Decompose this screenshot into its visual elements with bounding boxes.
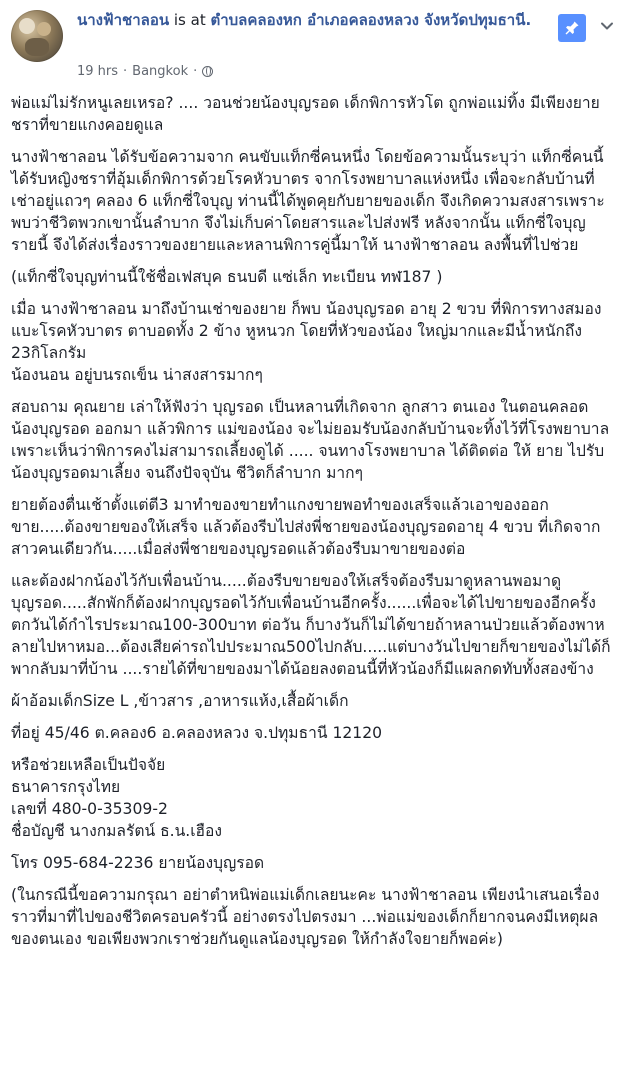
phone-number: โทร 095-684-2236 ยายน้องบุญรอด (11, 854, 265, 872)
chevron-down-icon[interactable] (600, 19, 614, 33)
meta-separator-2: · (193, 64, 198, 79)
pin-button[interactable] (558, 14, 586, 42)
post-headline (77, 9, 547, 31)
post-paragraph-closing: (ในกรณีนี้ขอความกรุณา อย่าตำหนิพ่อแม่เด็กเลยนะคะ นางฟ้าชาลอน เพียงนำเสนอเรื่องราวที่มาที่ไปของชีวิตครอบครัวนี้ อย่างตรงไปตรงมา ...พ่อแม่ของเด็กก็ยากจนคงมีเหตุผลของตนเอง ขอเพียงพวกเราช่วยกันดูแลน้องบุญรอด ให้กำลังใจยายก็พอค่ะ) (11, 886, 600, 948)
post-paragraph: (แท็กซี่ใจบุญท่านนี้ใช้ชื่อเฟสบุค ธนบดี แซ่เล็ก ทะเบียน ทฬ187 ) (11, 268, 443, 286)
post-paragraph-title: พ่อแม่ไม่รักหนูเลยเหรอ? .... วอนช่วยน้องบุญรอด เด็กพิการหัวโต ถูกพ่อแม่ทิ้ง มีเพียงยายชราที่ขายแกงคอยดูแล (11, 94, 600, 134)
post-paragraph: นางฟ้าชาลอน ได้รับข้อความจาก คนขับแท็กซี่คนหนึ่ง โดยข้อความนั้นระบุว่า แท็กซี่คนนี้ได้รับหญิงชราที่อุ้มเด็กพิการด้วยโรคหัวบาตร จากโรงพยาบาลแห่งหนึ่ง เพื่อจะกลับบ้านที่เช่าอยู่แถวๆ คลอง 6 แท็กซี่ใจบุญ ท่านนี้ได้พูดคุยกับยายของเด็ก จึงเกิดความสงสารเพราะพบว่าชีวิตพวกเขานั้นลำบาก จึงไม่เก็บค่าโดยสารและไปส่งฟรี หลังจากนั้น แท็กซี่ใจบุญรายนี้ จึงได้ส่งเรื่องราวของยายและหลานพิการคู่นี้มาให้ นางฟ้าชาลอน ลงพื้นที่ไปช่วย (11, 148, 605, 254)
meta-separator: · (123, 64, 128, 79)
post-timestamp[interactable]: 19 hrs (77, 64, 119, 79)
post-place[interactable]: Bangkok (132, 64, 189, 79)
author-avatar[interactable] (11, 10, 63, 62)
post-body (11, 92, 611, 960)
bank-details: หรือช่วยเหลือเป็นปัจจัย ธนาคารกรุงไทย เลขที่ 480-0-35309-2 ชื่อบัญชี นางกมลรัตน์ ธ.น.เฮือง (11, 756, 223, 840)
address: ที่อยู่ 45/46 ต.คลอง6 อ.คลองหลวง จ.ปทุมธานี 12120 (11, 724, 383, 742)
post-paragraph: เมื่อ นางฟ้าชาลอน มาถึงบ้านเช่าของยาย ก็พบ น้องบุญรอด อายุ 2 ขวบ ที่พิการทางสมองแบะโรคหัวบาตร ตาบอดทั้ง 2 ข้าง หูหนวก โดยที่หัวของน้อง ใหญ่มากและมีน้ำหนักถึง 23กิโลกรัม น้องนอน อยู่บนรถเข็น น่าสงสารมากๆ (11, 300, 602, 384)
post-paragraph: และต้องฝากน้องไว้กับเพื่อนบ้าน.....ต้องรีบขายของให้เสร็จต้องรีบมาดูหลานพอมาดูบุญรอด.....สักพักก็ต้องฝากบุญรอดไว้กับเพื่อนบ้านอีกครั้ง......เพื่อจะได้ไปขายของอีกครั้งตกวันได้กำไรประมาณ100-300บาท ต่อวัน ก็บางวันก็ไม่ได้ขายถ้าหลานป่วยแล้วต้องพาหลายไปหาหมอ...ต้องเสียค่ารถไปประมาณ500ไปกลับ.....แต่บางวันไปขายก็ขายของไม่ได้ก็พากลับมาที่บ้าน ....รายได้ที่ขายของมาได้น้อยลงตอนนี้ที่หัวน้องก็มีแผลกดทับทั้งสองข้าง (11, 572, 611, 678)
post-paragraph: สอบถาม คุณยาย เล่าให้ฟังว่า บุญรอด เป็นหลานที่เกิดจาก ลูกสาว ตนเอง ในตอนคลอดน้องบุญรอด ออกมา แล้วพิการ แม่ของน้อง จะไม่ยอมรับน้องกลับบ้านจะทิ้งไว้ที่โรงพยาบาล เพราะเห็นว่าพิการคงไม่สามารถเลี้ยงดูได้ ..... จนทางโรงพยาบาล ได้ติดต่อ ให้ ยาย ไปรับ น้องบุญรอดมาเลี้ยง จนถึงปัจจุบัน ชีวิตก็ลำบาก มากๆ (11, 398, 610, 482)
is-at-text: is at (169, 11, 211, 29)
donation-items: ผ้าอ้อมเด็กSize L ,ข้าวสาร ,อาหารแห้ง,เสื้อผ้าเด็ก (11, 692, 349, 710)
location-link[interactable]: ตำบลคลองหก อำเภอคลองหลวง จังหวัดปทุมธานี. (210, 11, 532, 29)
globe-icon[interactable] (202, 66, 213, 77)
post-meta (77, 64, 213, 79)
post-paragraph: ยายต้องตื่นเช้าตั้งแต่ตี3 มาทำของขายทำแกงขายพอทำของเสร็จแล้วเอาของออกขาย.....ต้องขายของให้เสร็จ แล้วต้องรีบไปส่งพี่ชายของน้องบุญรอดอายุ 4 ขวบ ที่เกิดจากสาวคนเดียวกัน.....เมื่อส่งพี่ชายของบุญรอดแล้วต้องรีบมาขายของต่อ (11, 496, 601, 558)
pin-icon (564, 20, 580, 36)
post-header (0, 0, 623, 92)
author-name-link[interactable]: นางฟ้าชาลอน (77, 11, 170, 29)
